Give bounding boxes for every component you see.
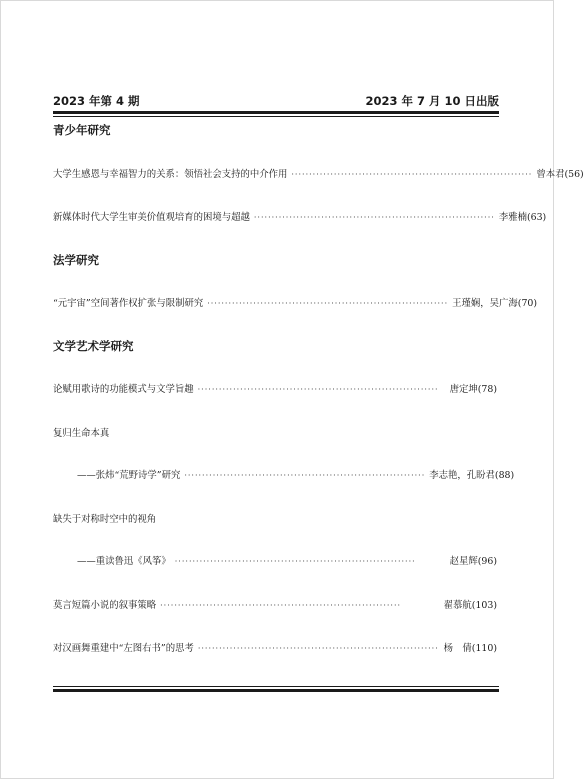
article-page: (63) [526,212,547,223]
article-page: (103) [471,600,497,611]
toc-entry[interactable] [53,381,497,395]
leader-dots: ···································································· [291,170,533,179]
article-author: 王瑾娴，吴广海 [452,298,518,309]
article-title[interactable]: 缺失于对称时空中的视角 [53,514,157,525]
article-author: 唐定坤 [449,384,478,395]
toc-entry[interactable] [53,295,538,309]
article-title[interactable]: 复归生命本真 [53,428,110,439]
leader-dots: ···································································· [197,385,439,394]
article-page: (88) [494,470,515,481]
leader-dots: ···································································· [160,601,402,610]
article-subtitle: ——张炜“荒野诗学”研究 [77,470,181,481]
article-page: (78) [477,384,497,395]
article-title: 新媒体时代大学生审美价值观培育的困境与超越 [53,212,250,223]
article-subtitle: ——重读鲁迅《风筝》 [77,556,171,567]
leader-dots: ···································································· [253,213,495,222]
article-author: 赵星辉 [449,556,478,567]
article-title: 对汉画舞重建中“左图右书”的思考 [53,643,194,654]
leader-dots: ···································································· [174,557,416,566]
section-title-youth-research: 青少年研究 [53,123,111,137]
article-author: 李雅楠 [498,212,527,223]
toc-entry[interactable] [77,553,497,567]
toc-entry[interactable] [77,467,515,481]
toc-entry[interactable] [53,597,497,611]
publication-date: 2023 年 7 月 10 日出版 [365,94,499,108]
header-rule-thin [53,116,499,117]
article-page: (70) [517,298,538,309]
article-title: 莫言短篇小说的叙事策略 [53,600,157,611]
article-page: (110) [471,643,497,654]
section-title-law-research: 法学研究 [53,253,99,267]
footer-rule-thick [53,689,499,692]
leader-dots: ···································································· [184,471,426,480]
leader-dots: ···································································· [197,644,439,653]
article-title: 大学生感恩与幸福智力的关系：领悟社会支持的中介作用 [53,169,288,180]
article-title: 论赋用歌诗的功能模式与文学旨趣 [53,384,194,395]
footer-rule-thin [53,686,499,687]
article-author: 杨 倩 [443,643,472,654]
article-page: (96) [477,556,497,567]
toc-entry[interactable] [53,640,497,654]
article-author: 李志艳，孔盼君 [429,470,495,481]
issue-label: 2023 年第 4 期 [53,94,140,108]
toc-entry[interactable] [53,209,547,223]
section-title-literature-art-research: 文学艺术学研究 [53,339,134,353]
article-author: 翟慕航 [443,600,472,611]
toc-entry[interactable] [53,166,584,180]
article-page: (56) [564,169,584,180]
header-rule-thick [53,111,499,114]
page-header [53,93,499,109]
article-author: 曾本君 [536,169,565,180]
leader-dots: ···································································· [207,299,449,308]
article-title: “元宇宙”空间著作权扩张与限制研究 [53,298,204,309]
